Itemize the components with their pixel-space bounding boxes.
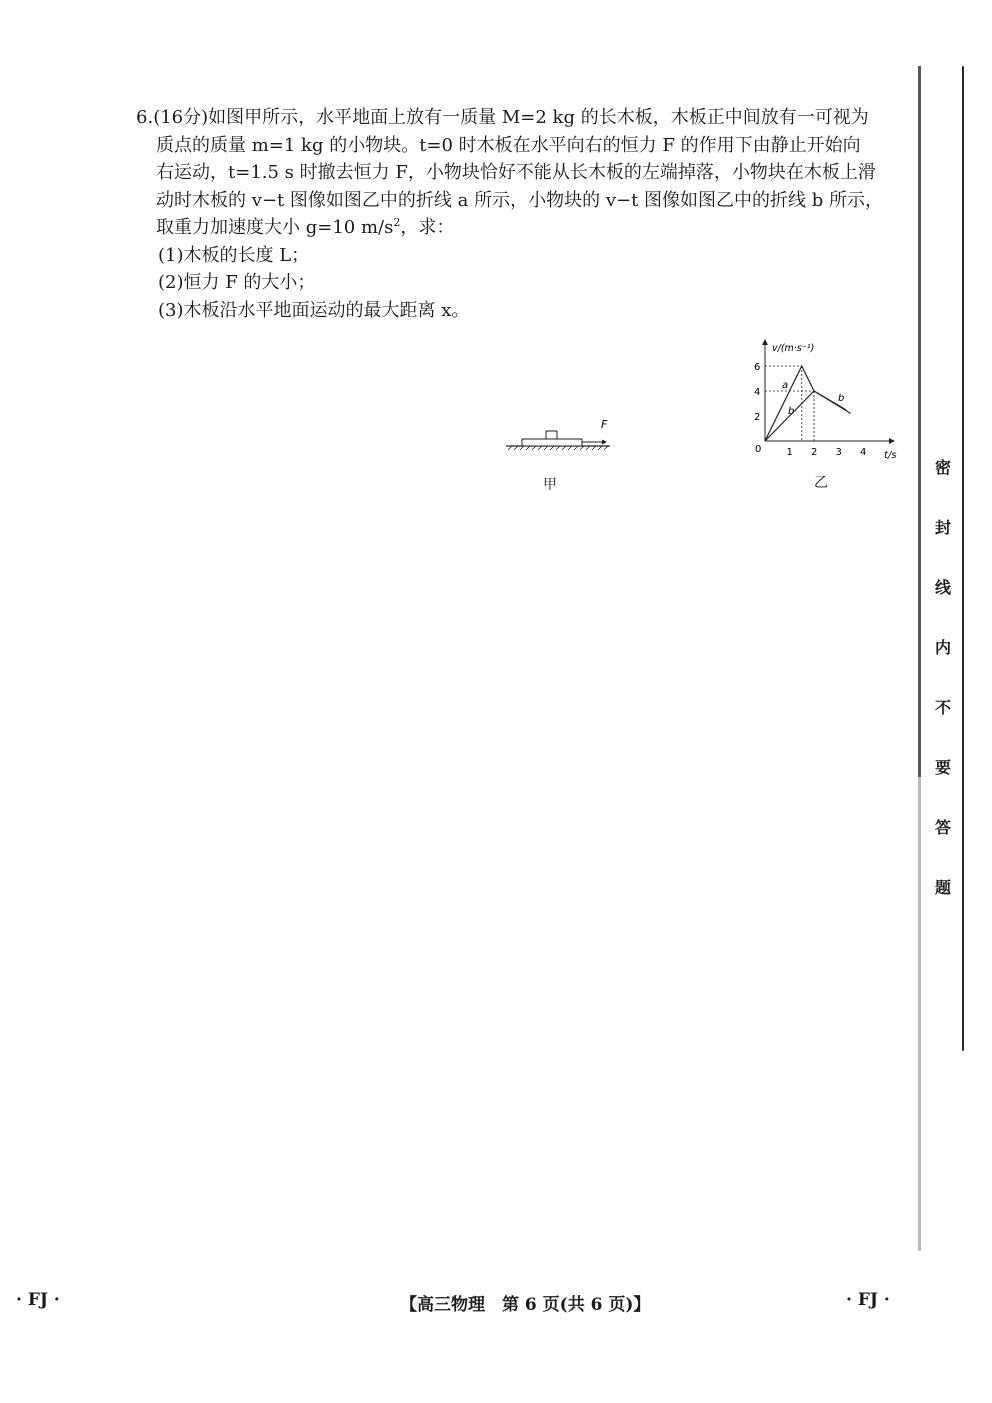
long-board [522, 439, 582, 446]
problem-line-5: 取重力加速度大小 g=10 $m/s^2$，求： [156, 216, 455, 238]
x-tick-labels [787, 447, 867, 458]
force-label: F [601, 418, 608, 431]
seal-char: 题 [934, 878, 951, 897]
problem-line-2: 质点的质量 m=1 kg 的小物块。t=0 时木板在水平向右的恒力 F 的作用下由静止开始向 [156, 134, 861, 156]
footer-left-mark: · FJ · [16, 1290, 60, 1310]
x-tick-label: 4 [860, 447, 867, 458]
seal-line [962, 66, 964, 1051]
figure-vt-graph [748, 336, 908, 466]
problem-line-1: 6.(16分)如图甲所示，水平地面上放有一质量 M=2 kg 的长木板，木板正中间放有一可视为 [136, 107, 869, 128]
seal-char: 密 [934, 458, 951, 477]
figure-a-caption: 甲 [543, 477, 557, 493]
x-tick-label: 1 [786, 447, 793, 458]
question-1: (1)木板的长度 L； [158, 244, 310, 266]
line-b-label-right: b [838, 393, 845, 404]
line-b-label: b [788, 406, 795, 417]
force-arrowhead [602, 440, 607, 445]
y-tick-label: 6 [754, 362, 761, 373]
seal-char: 内 [934, 638, 951, 657]
y-tick-labels [754, 362, 760, 423]
seal-char: 要 [934, 758, 951, 777]
x-tick-label: 2 [811, 447, 818, 458]
seal-char: 线 [934, 578, 951, 597]
small-block [546, 431, 557, 439]
problem-line-4: 动时木板的 v−t 图像如图乙中的折线 a 所示，小物块的 v−t 图像如图乙中的折线 b 所示， [156, 189, 883, 211]
seal-char: 答 [934, 818, 951, 837]
x-axis-label: t/s [884, 450, 897, 461]
footer-right-mark: · FJ · [846, 1290, 890, 1310]
page-footer: 【高三物理 第 6 页(共 6 页)】 [400, 1295, 651, 1315]
origin-label: 0 [755, 444, 762, 455]
question-3: (3)木板沿水平地面运动的最大距离 x。 [158, 299, 470, 321]
figure-board-diagram [498, 400, 628, 460]
problem-line-3: 右运动，t=1.5 s 时撤去恒力 F，小物块恰好不能从长木板的左端掉落，小物块在木板上滑 [156, 162, 876, 183]
problem-text [136, 104, 906, 324]
y-tick-label: 2 [754, 412, 761, 423]
binding-edge-line [918, 66, 921, 1251]
ground-hatching [506, 446, 610, 450]
question-2: (2)恒力 F 的大小； [158, 272, 316, 293]
seal-char: 封 [934, 518, 951, 537]
y-tick-label: 4 [754, 387, 761, 398]
figure-b-caption: 乙 [814, 475, 828, 491]
seal-notice [932, 455, 954, 935]
seal-char: 不 [934, 698, 951, 717]
line-a-label: a [782, 380, 789, 391]
y-axis-label: v/(m·s⁻¹) [772, 343, 815, 354]
x-tick-label: 3 [835, 447, 842, 458]
